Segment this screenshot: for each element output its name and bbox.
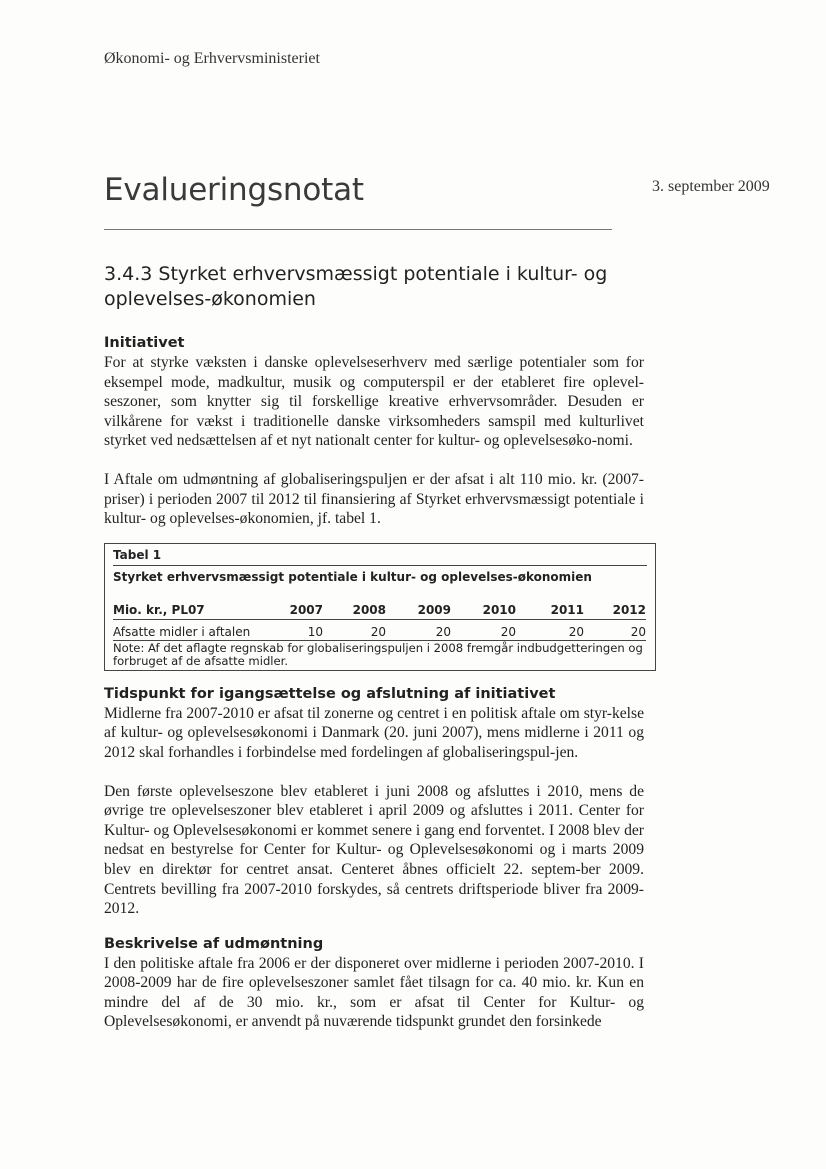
paragraph-beskrivelse-1: I den politiske aftale fra 2006 er der disponeret over midlerne i perioden 2007-2010. I 2008-2009 har de fire oplevelseszoner samlet fået tilsagn for ca. 40 mio. kr. Kun en mindre del af de 30 mio. kr., som er afsat til Center for Kultur- og Oplevelsesøkonomi, er anvendt på nuværende tidspunkt grundet den forsinkede xyxy=(104,954,644,1031)
table-header-cell: 2007 xyxy=(273,603,323,620)
ministry-name: Økonomi- og Erhvervsministeriet xyxy=(104,50,320,67)
table-cell: Afsatte midler i aftalen xyxy=(113,620,273,641)
heading-initiativet: Initiativet xyxy=(104,335,185,351)
table-note: Note: Af det aflagte regnskab for globaliseringspuljen i 2008 fremgår indbudgetteringen og forbruget af de afsatte midler. xyxy=(113,640,643,669)
section-heading: 3.4.3 Styrket erhvervsmæssigt potentiale i kultur- og oplevelses-økonomien xyxy=(104,263,608,310)
paragraph-initiativet-2: I Aftale om udmøntning af globaliseringspuljen er der afsat i alt 110 mio. kr. (2007-priser) i perioden 2007 til 2012 til finansiering af Styrket erhvervsmæssigt potentiale i kultur- og oplevelses-økonomien, jf. tabel 1. xyxy=(104,470,644,528)
document-body xyxy=(104,262,644,1032)
table-cell: 20 xyxy=(386,620,451,641)
paragraph-tidspunkt-2: Den første oplevelseszone blev etableret i juni 2008 og afsluttes i 2010, mens de øvrige tre oplevelseszoner blev etableret i april 2009 og afsluttes i 2011. Center for Kultur- og Oplevelsesøkonomi er kommet senere i gang end forventet. I 2008 blev der nedsat en bestyrelse for Center for Kultur- og Oplevelsesøkonomi og i marts 2009 blev en direktør for centret ansat. Centeret åbnes officielt 22. septem-ber 2009. Centrets bevilling fra 2007-2010 forskydes, så centrets driftsperiode bliver fra 2009-2012. xyxy=(104,782,644,918)
table-1 xyxy=(104,543,656,671)
table-caption: Styrket erhvervsmæssigt potentiale i kultur- og oplevelses-økonomien xyxy=(113,569,592,584)
table-header-cell: 2010 xyxy=(451,603,516,620)
paragraph-initiativet-1: For at styrke væksten i danske oplevelseserhverv med særlige potentialer som for eksempel mode, madkultur, musik og computerspil er der etableret fire oplevel-seszoner, som knytter sig til forskellige kreative erhvervsområder. Desuden er vilkårene for vækst i traditionelle danske virksomheders samspil med kulturlivet styrket ved nedsættelsen af et nyt nationalt center for kultur- og oplevelsesøko-nomi. xyxy=(104,354,644,450)
table-header-cell: Mio. kr., PL07 xyxy=(113,603,273,620)
paragraph-tidspunkt-1: Midlerne fra 2007-2010 er afsat til zonerne og centret i en politisk aftale om styr-kelse af kultur- og oplevelsesøkonomi i Danmark (20. juni 2007), mens midlerne i 2011 og 2012 skal forhandles i forbindelse med fordelingen af globaliseringspul-jen. xyxy=(104,704,644,761)
table-cell: 20 xyxy=(451,620,516,641)
document-date: 3. september 2009 xyxy=(652,178,770,195)
table-header-cell: 2011 xyxy=(516,603,584,620)
heading-tidspunkt: Tidspunkt for igangsættelse og afslutning af initiativet xyxy=(104,685,556,702)
document-title: Evalueringsnotat xyxy=(104,172,364,208)
table-cell: 20 xyxy=(323,620,386,641)
table-cell: 20 xyxy=(584,620,646,641)
title-divider xyxy=(104,229,612,230)
table-header-cell: 2009 xyxy=(386,603,451,620)
table-header-cell: 2008 xyxy=(323,603,386,620)
table-cell: 20 xyxy=(516,620,584,641)
table-header-cell: 2012 xyxy=(584,603,646,620)
heading-beskrivelse: Beskrivelse af udmøntning xyxy=(104,935,324,952)
table-cell: 10 xyxy=(273,620,323,641)
table-divider xyxy=(113,565,647,566)
table-label: Tabel 1 xyxy=(113,547,162,562)
table-grid xyxy=(113,603,647,641)
